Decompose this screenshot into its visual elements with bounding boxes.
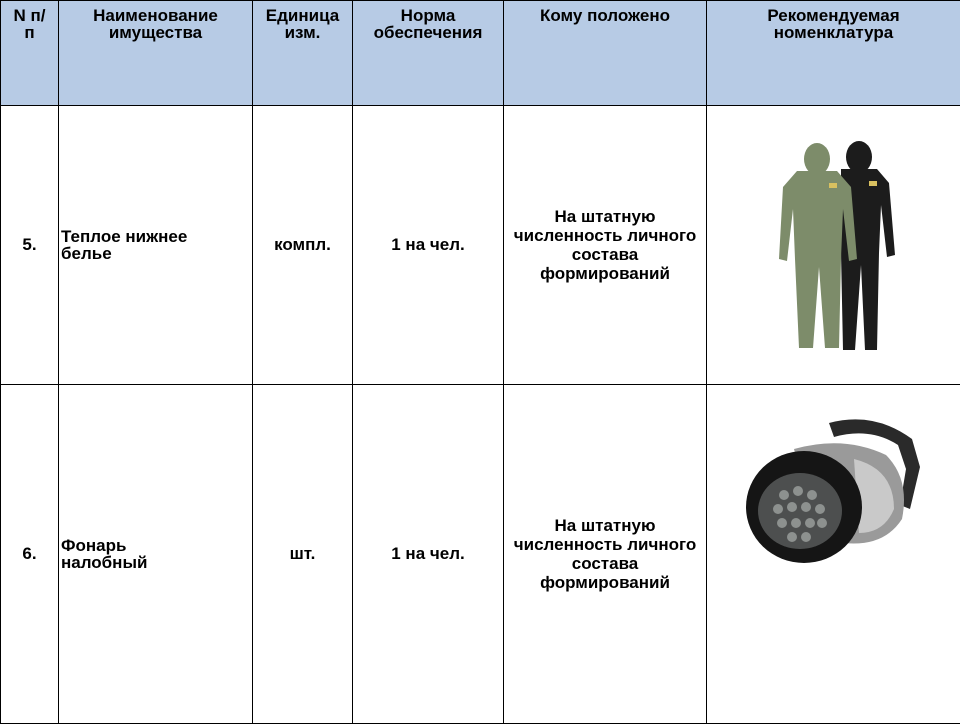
lens-icon xyxy=(758,473,842,549)
row-5-name xyxy=(59,106,253,385)
row-unit-text: шт. xyxy=(290,544,316,563)
header-num xyxy=(1,1,59,106)
header-norm-text: Норма обеспечения xyxy=(358,7,498,41)
header-nomenclature xyxy=(707,1,960,106)
header-row xyxy=(1,1,960,106)
row-5-norm xyxy=(353,106,504,385)
headlamp-image xyxy=(734,409,934,579)
row-6-image xyxy=(707,385,960,724)
row-6-num xyxy=(1,385,59,724)
table-row xyxy=(1,385,960,724)
row-name-text: Фонарь налобный xyxy=(61,537,181,571)
logo-patch-icon xyxy=(829,183,837,188)
row-num-text: 6. xyxy=(22,544,36,563)
header-num-text: N п/п xyxy=(10,7,50,41)
row-6-norm xyxy=(353,385,504,724)
header-name xyxy=(59,1,253,106)
row-name-text: Теплое нижнее белье xyxy=(61,228,231,262)
header-nomenclature-text: Рекомендуемая номенклатура xyxy=(749,7,919,41)
row-5-unit xyxy=(253,106,353,385)
thermal-underwear-image xyxy=(749,135,919,355)
row-6-who xyxy=(504,385,707,724)
header-who-text: Кому положено xyxy=(504,7,706,24)
header-unit xyxy=(253,1,353,106)
logo-patch-icon xyxy=(869,181,877,186)
row-num-text: 5. xyxy=(22,235,36,254)
row-norm-text: 1 на чел. xyxy=(391,235,464,254)
row-who-text: На штатную численность личного состава формирований xyxy=(513,516,698,592)
row-6-name xyxy=(59,385,253,724)
row-norm-text: 1 на чел. xyxy=(391,544,464,563)
row-who-text: На штатную численность личного состава формирований xyxy=(513,207,698,283)
header-unit-text: Единица изм. xyxy=(261,7,345,41)
row-5-image xyxy=(707,106,960,385)
header-who xyxy=(504,1,707,106)
header-name-text: Наименование имущества xyxy=(59,7,252,41)
row-5-who xyxy=(504,106,707,385)
header-norm xyxy=(353,1,504,106)
row-5-num xyxy=(1,106,59,385)
row-6-unit xyxy=(253,385,353,724)
table-row xyxy=(1,106,960,385)
row-unit-text: компл. xyxy=(274,235,331,254)
